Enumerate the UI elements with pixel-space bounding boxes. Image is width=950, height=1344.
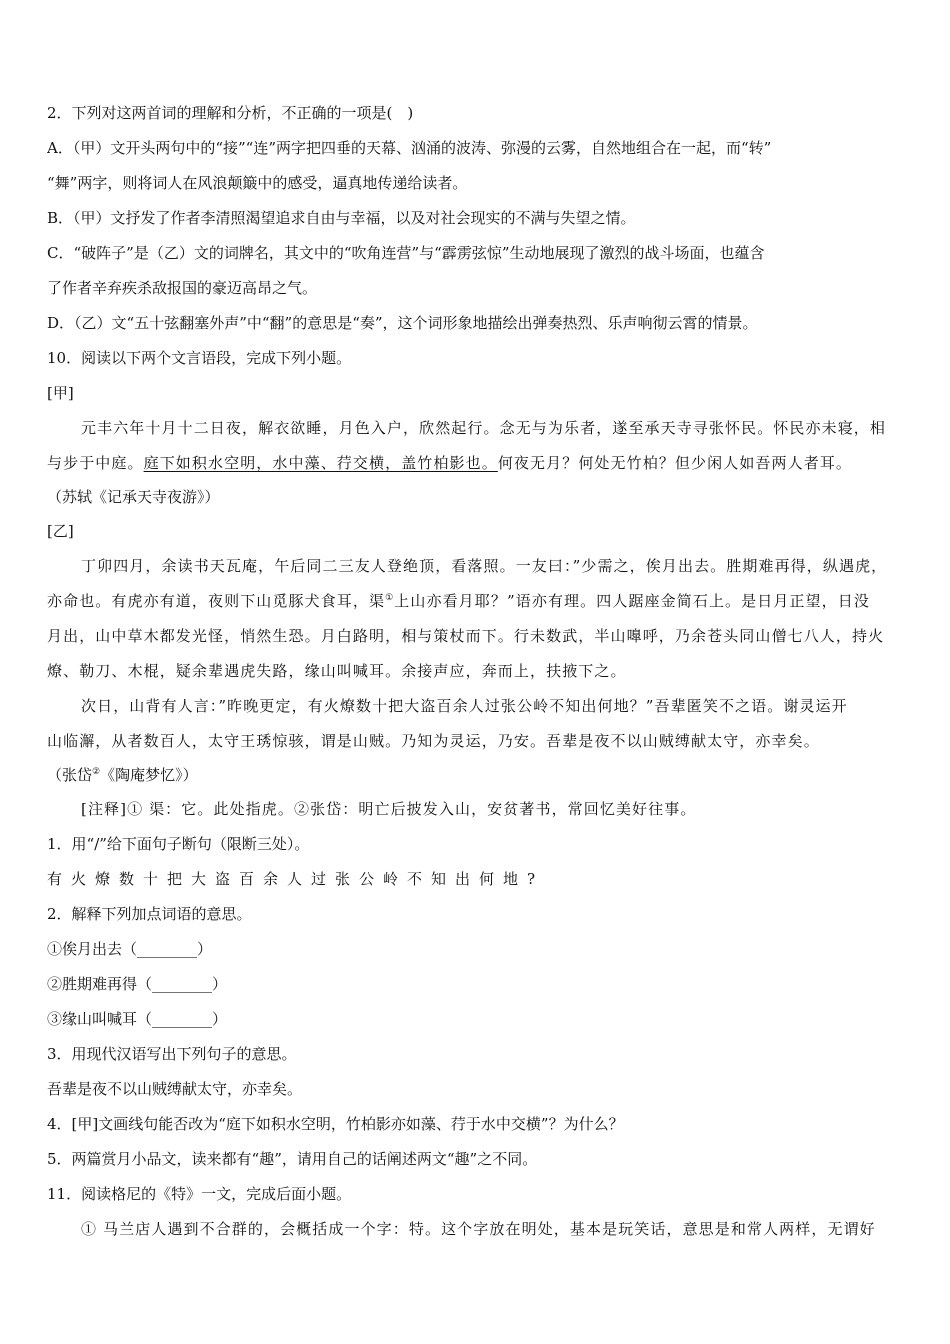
passage-jia-label: [甲] xyxy=(47,384,74,402)
option-c-line-2: 了作者辛弃疾杀敌报国的豪迈高昂之气。 xyxy=(47,279,318,297)
footnote-marker: ① xyxy=(385,593,395,603)
question-2-title: 2．下列对这两首词的理解和分析，不正确的一项是( ) xyxy=(47,104,414,122)
subquestion-2-item-1: ①俟月出去（________） xyxy=(47,940,213,958)
option-a-line-1: A．（甲）文开头两句中的“接”“连”两字把四垂的天幕、汹涌的波涛、弥漫的云雾，自然地组合在一起，而“转” xyxy=(47,139,772,157)
footnote-marker: ② xyxy=(92,767,101,777)
underlined-sentence: 庭下如积水空明，水中藻、荇交横，盖竹柏影也。 xyxy=(143,454,498,472)
passage-yi-line-6: 山临澥，从者数百人，太守王琇惊骇，谓是山贼。乃知为灵运，乃安。吾辈是夜不以山贼缚献太守，亦幸矣。 xyxy=(47,732,820,750)
option-b: B．（甲）文抒发了作者李清照渴望追求自由与幸福，以及对社会现实的不满与失望之情。 xyxy=(47,209,636,227)
passage-yi-line-3: 月出，山中草木都发光怪，悄然生恐。月白路明，相与策杖而下。行未数武，半山嘷呼，乃余苍头同山僧七八人，持火 xyxy=(47,627,885,645)
subquestion-1: 1．用“/”给下面句子断句（限断三处）。 xyxy=(47,835,310,853)
subquestion-2: 2．解释下列加点词语的意思。 xyxy=(47,905,252,923)
passage-yi-text: 亦命也。有虎亦有道，夜则下山觅豚犬食耳，渠 xyxy=(47,592,386,610)
annotation-note: [注释]① 渠：它。此处指虎。②张岱：明亡后披发入山，安贫著书，常回忆美好往事。 xyxy=(81,800,697,818)
subquestion-5: 5．两篇赏月小品文，读来都有“趣”，请用自己的话阐述两文“趣”之不同。 xyxy=(47,1150,538,1168)
option-c-line-1: C．“破阵子”是（乙）文的词牌名，其文中的“吹角连营”与“霹雳弦惊”生动地展现了激烈的战斗场面，也蕴含 xyxy=(47,244,765,262)
subquestion-2-item-3: ③缘山叫喊耳（________） xyxy=(47,1010,228,1028)
subquestion-3: 3．用现代汉语写出下列句子的意思。 xyxy=(47,1045,297,1063)
subquestion-2-item-2: ②胜期难再得（________） xyxy=(47,975,228,993)
passage-yi-label: [乙] xyxy=(47,522,74,540)
subquestion-3-sentence: 吾辈是夜不以山贼缚献太守，亦幸矣。 xyxy=(47,1080,303,1098)
question-11-paragraph-1: ① 马兰店人遇到不合群的，会概括成一个字：特。这个字放在明处，基本是玩笑话，意思是和常人两样，无谓好 xyxy=(81,1220,876,1238)
passage-yi-source-text: （张岱 xyxy=(47,766,93,784)
question-11-title: 11．阅读格尼的《特》一文，完成后面小题。 xyxy=(47,1185,352,1203)
passage-yi-source-text: 《陶庵梦忆》） xyxy=(100,766,198,784)
passage-jia-text: 与步于中庭。 xyxy=(47,454,144,472)
option-a-line-2: “舞”两字，则将词人在风浪颠簸中的感受，逼真地传递给读者。 xyxy=(47,174,468,192)
passage-jia-line-2 xyxy=(47,446,909,481)
subquestion-1-sentence: 有火燎数十把大盗百余人过张公岭不知出何地? xyxy=(47,870,545,888)
passage-yi-source xyxy=(47,759,909,792)
subquestion-4: 4．[甲]文画线句能否改为“庭下如积水空明，竹柏影亦如藻、荇于水中交横”？为什么？ xyxy=(47,1115,624,1133)
passage-yi-text: 上山亦看月耶？”语亦有理。四人踞座金简石上。是日月正望，日没 xyxy=(394,592,870,610)
option-d: D．（乙）文“五十弦翻塞外声”中“翻”的意思是“奏”，这个词形象地描绘出弹奏热烈、乐声响彻云霄的情景。 xyxy=(47,314,758,332)
passage-yi-line-5: 次日，山背有人言：”昨晚更定，有火燎数十把大盗百余人过张公岭不知出何地？”吾辈匿笑不之语。谢灵运开 xyxy=(81,697,848,715)
question-10-title: 10．阅读以下两个文言语段，完成下列小题。 xyxy=(47,349,352,367)
passage-yi-line-4: 燎、勒刀、木棍，疑余辈遇虎失路，缘山叫喊耳。余接声应，奔而上，扶掖下之。 xyxy=(47,662,627,680)
passage-jia-line-1: 元丰六年十月十二日夜，解衣欲睡，月色入户，欣然起行。念无与为乐者，遂至承天寺寻张怀民。怀民亦未寝，相 xyxy=(81,419,887,437)
passage-jia-text: 何夜无月？何处无竹柏？但少闲人如吾两人者耳。 xyxy=(497,454,853,472)
document-page xyxy=(47,96,909,1247)
passage-yi-line-1: 丁卯四月，余读书天瓦庵，午后同二三友人登绝顶，看落照。一友曰：”少需之，俟月出去。胜期难再得，纵遇虎， xyxy=(81,557,888,575)
passage-jia-source: （苏轼《记承天寺夜游》） xyxy=(47,488,220,506)
passage-yi-line-2 xyxy=(47,584,909,619)
